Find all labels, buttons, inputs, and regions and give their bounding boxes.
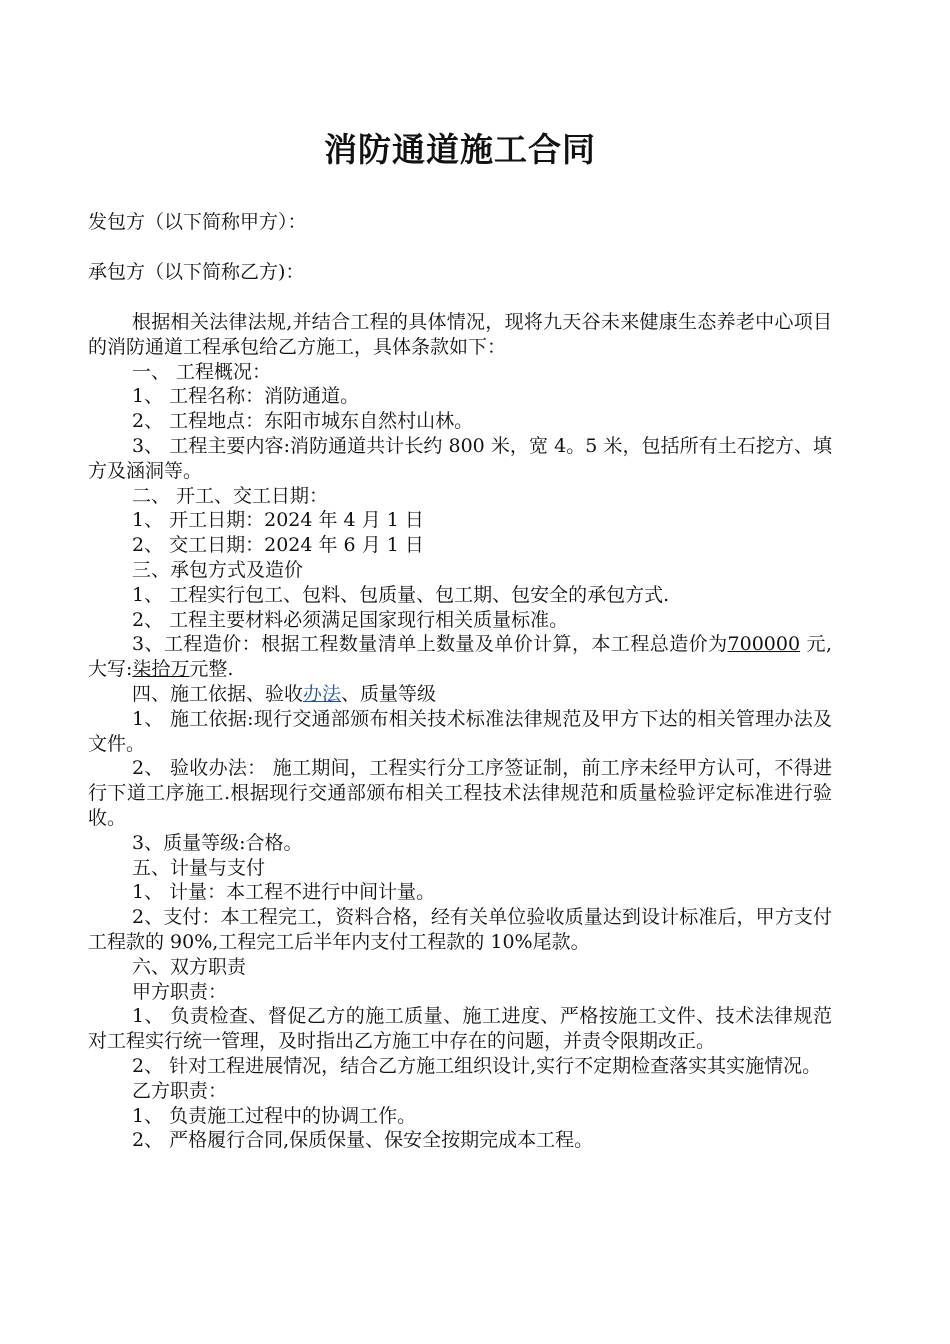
document-title: 消防通道施工合同 (324, 130, 596, 169)
section-4-heading (88, 682, 832, 707)
section-4-heading-pre: 四、施工依据、验收 (132, 682, 304, 705)
section-4-item-1: 1、 施工依据:现行交通部颁布相关技术标准法律规范及甲方下达的相关管理办法及文件。 (88, 707, 832, 755)
section-4-item-3: 3、质量等级:合格。 (132, 831, 303, 854)
section-2-item-2: 2、 交工日期：2024 年 6 月 1 日 (132, 534, 424, 557)
intro-paragraph: 根据相关法律法规,并结合工程的具体情况，现将九天谷未来健康生态养老中心项目的消防通道工程承包给乙方施工，具体条款如下： (88, 311, 832, 358)
section-3-item-1: 1、 工程实行包工、包料、包质量、包工期、包安全的承包方式. (132, 583, 670, 606)
price-post: 元整. (189, 658, 234, 681)
party-a-duty-2: 2、 针对工程进展情况，结合乙方施工组织设计,实行不定期检查落实其实施情况。 (132, 1054, 822, 1077)
party-b-duty-2: 2、 严格履行合同,保质保量、保安全按期完成本工程。 (132, 1129, 594, 1152)
section-5-item-1: 1、 计量：本工程不进行中间计量。 (132, 881, 436, 904)
section-6-heading: 六、双方职责 (132, 955, 247, 978)
party-a-duty-1: 1、 负责检查、督促乙方的施工质量、施工进度、严格按施工文件、技术法律规范对工程实行统一管理，及时指出乙方施工中存在的问题，并责令限期改正。 (88, 1005, 832, 1053)
section-4-item-2: 2、 验收办法： 施工期间，工程实行分工序签证制，前工序未经甲方认可，不得进行下道工序施工.根据现行交通部颁布相关工程技术法律规范和质量检验评定标准进行验收。 (88, 757, 832, 829)
section-2-item-1: 1、 开工日期：2024 年 4 月 1 日 (132, 509, 424, 532)
section-3-item-3 (88, 632, 832, 682)
price-mid: 元,大写: (88, 633, 832, 681)
section-2-heading: 二、 开工、交工日期： (132, 484, 329, 507)
section-5-heading: 五、计量与支付 (132, 856, 266, 879)
party-a-duties-heading: 甲方职责： (132, 980, 228, 1003)
section-1-item-2: 2、 工程地点：东阳市城东自然村山林。 (132, 410, 474, 433)
section-3-heading: 三、承包方式及造价 (132, 558, 304, 581)
party-b-duty-1: 1、 负责施工过程中的协调工作。 (132, 1104, 417, 1127)
section-1-item-1: 1、 工程名称：消防通道。 (132, 385, 360, 408)
party-b-duties-heading: 乙方职责： (132, 1079, 228, 1102)
section-1-heading: 一、 工程概况： (132, 360, 272, 383)
method-link[interactable]: 办法 (303, 682, 342, 705)
contract-page (88, 128, 832, 1153)
section-3-item-2: 2、 工程主要材料必须满足国家现行相关质量标准。 (132, 608, 569, 631)
section-5-item-2: 2、支付：本工程完工，资料合格，经有关单位验收质量达到设计标准后，甲方支付工程款的 90%,工程完工后半年内支付工程款的 10%尾款。 (88, 906, 832, 953)
section-1-item-3: 3、 工程主要内容:消防通道共计长约 800 米，宽 4。5 米，包括所有土石挖方、填方及涵洞等。 (88, 434, 832, 482)
section-4-heading-post: 、质量等级 (341, 682, 437, 705)
price-text: 3、工程造价：根据工程数量清单上数量及单价计算，本工程总造价为 (132, 633, 728, 656)
party-a-line: 发包方（以下简称甲方）： (88, 211, 307, 233)
price-amount: 700000 (727, 633, 801, 656)
party-b-line: 承包方（以下简称乙方)： (88, 261, 305, 283)
price-in-words: 柒拾万 (132, 658, 190, 681)
contract-body (88, 310, 832, 1153)
